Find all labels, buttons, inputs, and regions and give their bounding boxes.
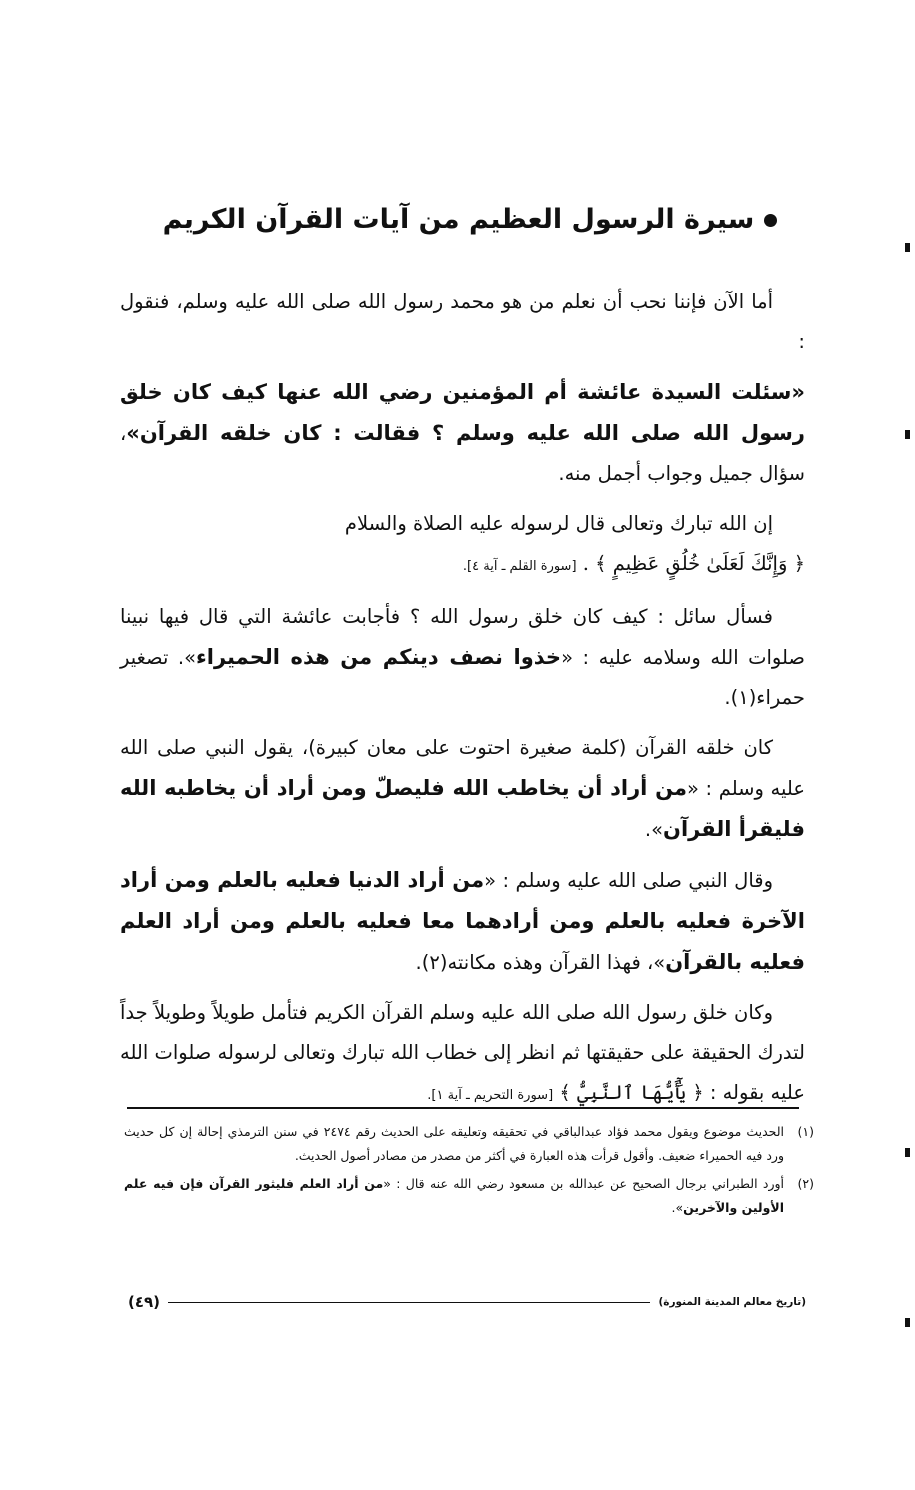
paragraph-2: [120, 372, 805, 494]
chapter-title: [150, 200, 790, 240]
paragraph-5-end: ».: [644, 818, 664, 841]
footnote-divider: [127, 1107, 799, 1109]
footer-rule: [168, 1302, 650, 1303]
paragraph-4-start: فسأل سائل : كيف كان خلق رسول الله ؟ فأجابت عائشة التي قال فيها نبينا صلوات الله وسلامه عليه : «: [120, 605, 805, 669]
paragraph-6: [120, 860, 805, 983]
footnote-2-number: (٢): [797, 1176, 814, 1191]
footnote-1-text: الحديث موضوع ويقول محمد فؤاد عبدالباقي في تحقيقه وتعليقه على الحديث رقم ٢٤٧٤ في سنن الترمذي إحالة إن كل حديث ورد فيه الحميراء ضعيف. وأقول قرأت هذه العبارة في أكثر من مصدر من مصادر أصول الحديث.: [124, 1124, 784, 1163]
paragraph-5-start: كان خلقه القرآن (كلمة صغيرة احتوت على معان كبيرة)، يقول النبي صلى الله عليه وسلم : «: [120, 736, 805, 800]
footnote-2-text: أورد الطبراني برجال الصحيح عن عبدالله بن مسعود رضي الله عنه قال : «: [383, 1176, 784, 1191]
knowledge-hadith-quote: من أراد الدنيا فعليه بالعلم ومن أراد الآخرة فعليه بالعلم ومن أرادهما معا فعليه بالعلم ومن أراد العلم فعليه بالقرآن: [120, 868, 805, 974]
aisha-quote: «سئلت السيدة عائشة أم المؤمنين رضي الله عنها كيف كان خلق رسول الله صلى الله عليه وسلم ؟ فقالت : كان خلقه القرآن»: [120, 380, 805, 445]
paragraph-1: [120, 282, 805, 362]
book-title: (تاريخ معالم المدينة المنورة): [658, 1296, 806, 1308]
title-bullet-icon: [764, 214, 777, 227]
paragraph-6-end: »، فهذا القرآن وهذه مكانته(٢).: [415, 951, 666, 974]
paragraph-4-end: ». تصغير حمراء(١).: [120, 646, 805, 709]
verse-reference-tahrim: [سورة التحريم ـ آية ١].: [427, 1088, 554, 1103]
footnote-1-number: (١): [797, 1124, 814, 1139]
paragraph-5: [120, 728, 805, 850]
footnote-2-end: ».: [671, 1200, 684, 1215]
quran-verse-tahrim: ﴿ يَٰٓأَيُّهَا ٱلنَّبِيُّ ﴾: [559, 1081, 704, 1104]
footnote-2-body: [124, 1172, 784, 1220]
paragraph-3-text: إن الله تبارك وتعالى قال لرسوله عليه الصلاة والسلام: [344, 512, 773, 535]
paragraph-4: [120, 597, 805, 718]
footnote-2-quote: من أراد العلم فليثور القرآن فإن فيه علم الأولين والآخرين: [124, 1176, 784, 1215]
scan-edge-mark: [905, 430, 910, 439]
footnote-2: [124, 1172, 814, 1220]
paragraph-7-text: وكان خلق رسول الله صلى الله عليه وسلم القرآن الكريم فتأمل طويلاً وطويلاً جداً لتدرك الحقيقة على حقيقتها ثم انظر إلى خطاب الله تبارك وتعالى لرسوله صلوات الله عليه بقوله :: [120, 1001, 805, 1104]
quran-verse-qalam: ﴿ وَإِنَّكَ لَعَلَىٰ خُلُقٍ عَظِيمٍ ﴾ .: [582, 552, 805, 575]
prayer-hadith-quote: من أراد أن يخاطب الله فليصلّ ومن أراد أن يخاطبه الله فليقرأ القرآن: [120, 776, 805, 841]
paragraph-3: [120, 504, 805, 587]
footnotes: [124, 1120, 814, 1224]
scan-edge-mark: [905, 1148, 910, 1157]
paragraph-7: [120, 993, 805, 1116]
paragraph-1-text: أما الآن فإننا نحب أن نعلم من هو محمد رسول الله صلى الله عليه وسلم، فنقول :: [120, 290, 805, 353]
humaira-quote: خذوا نصف دينكم من هذه الحميراء: [196, 645, 562, 669]
verse-reference-qalam: [سورة القلم ـ آية ٤].: [462, 559, 577, 574]
scan-edge-mark: [905, 243, 910, 252]
page-footer: [128, 1292, 806, 1312]
paragraph-6-start: وقال النبي صلى الله عليه وسلم : «: [484, 869, 773, 892]
body-text: [120, 282, 805, 1126]
scan-edge-mark: [905, 1318, 910, 1327]
chapter-title-text: سيرة الرسول العظيم من آيات القرآن الكريم: [162, 204, 755, 235]
footnote-1: [124, 1120, 814, 1168]
paragraph-2-rest: ، سؤال جميل وجواب أجمل منه.: [120, 422, 805, 485]
page-number: (٤٩): [128, 1293, 161, 1311]
